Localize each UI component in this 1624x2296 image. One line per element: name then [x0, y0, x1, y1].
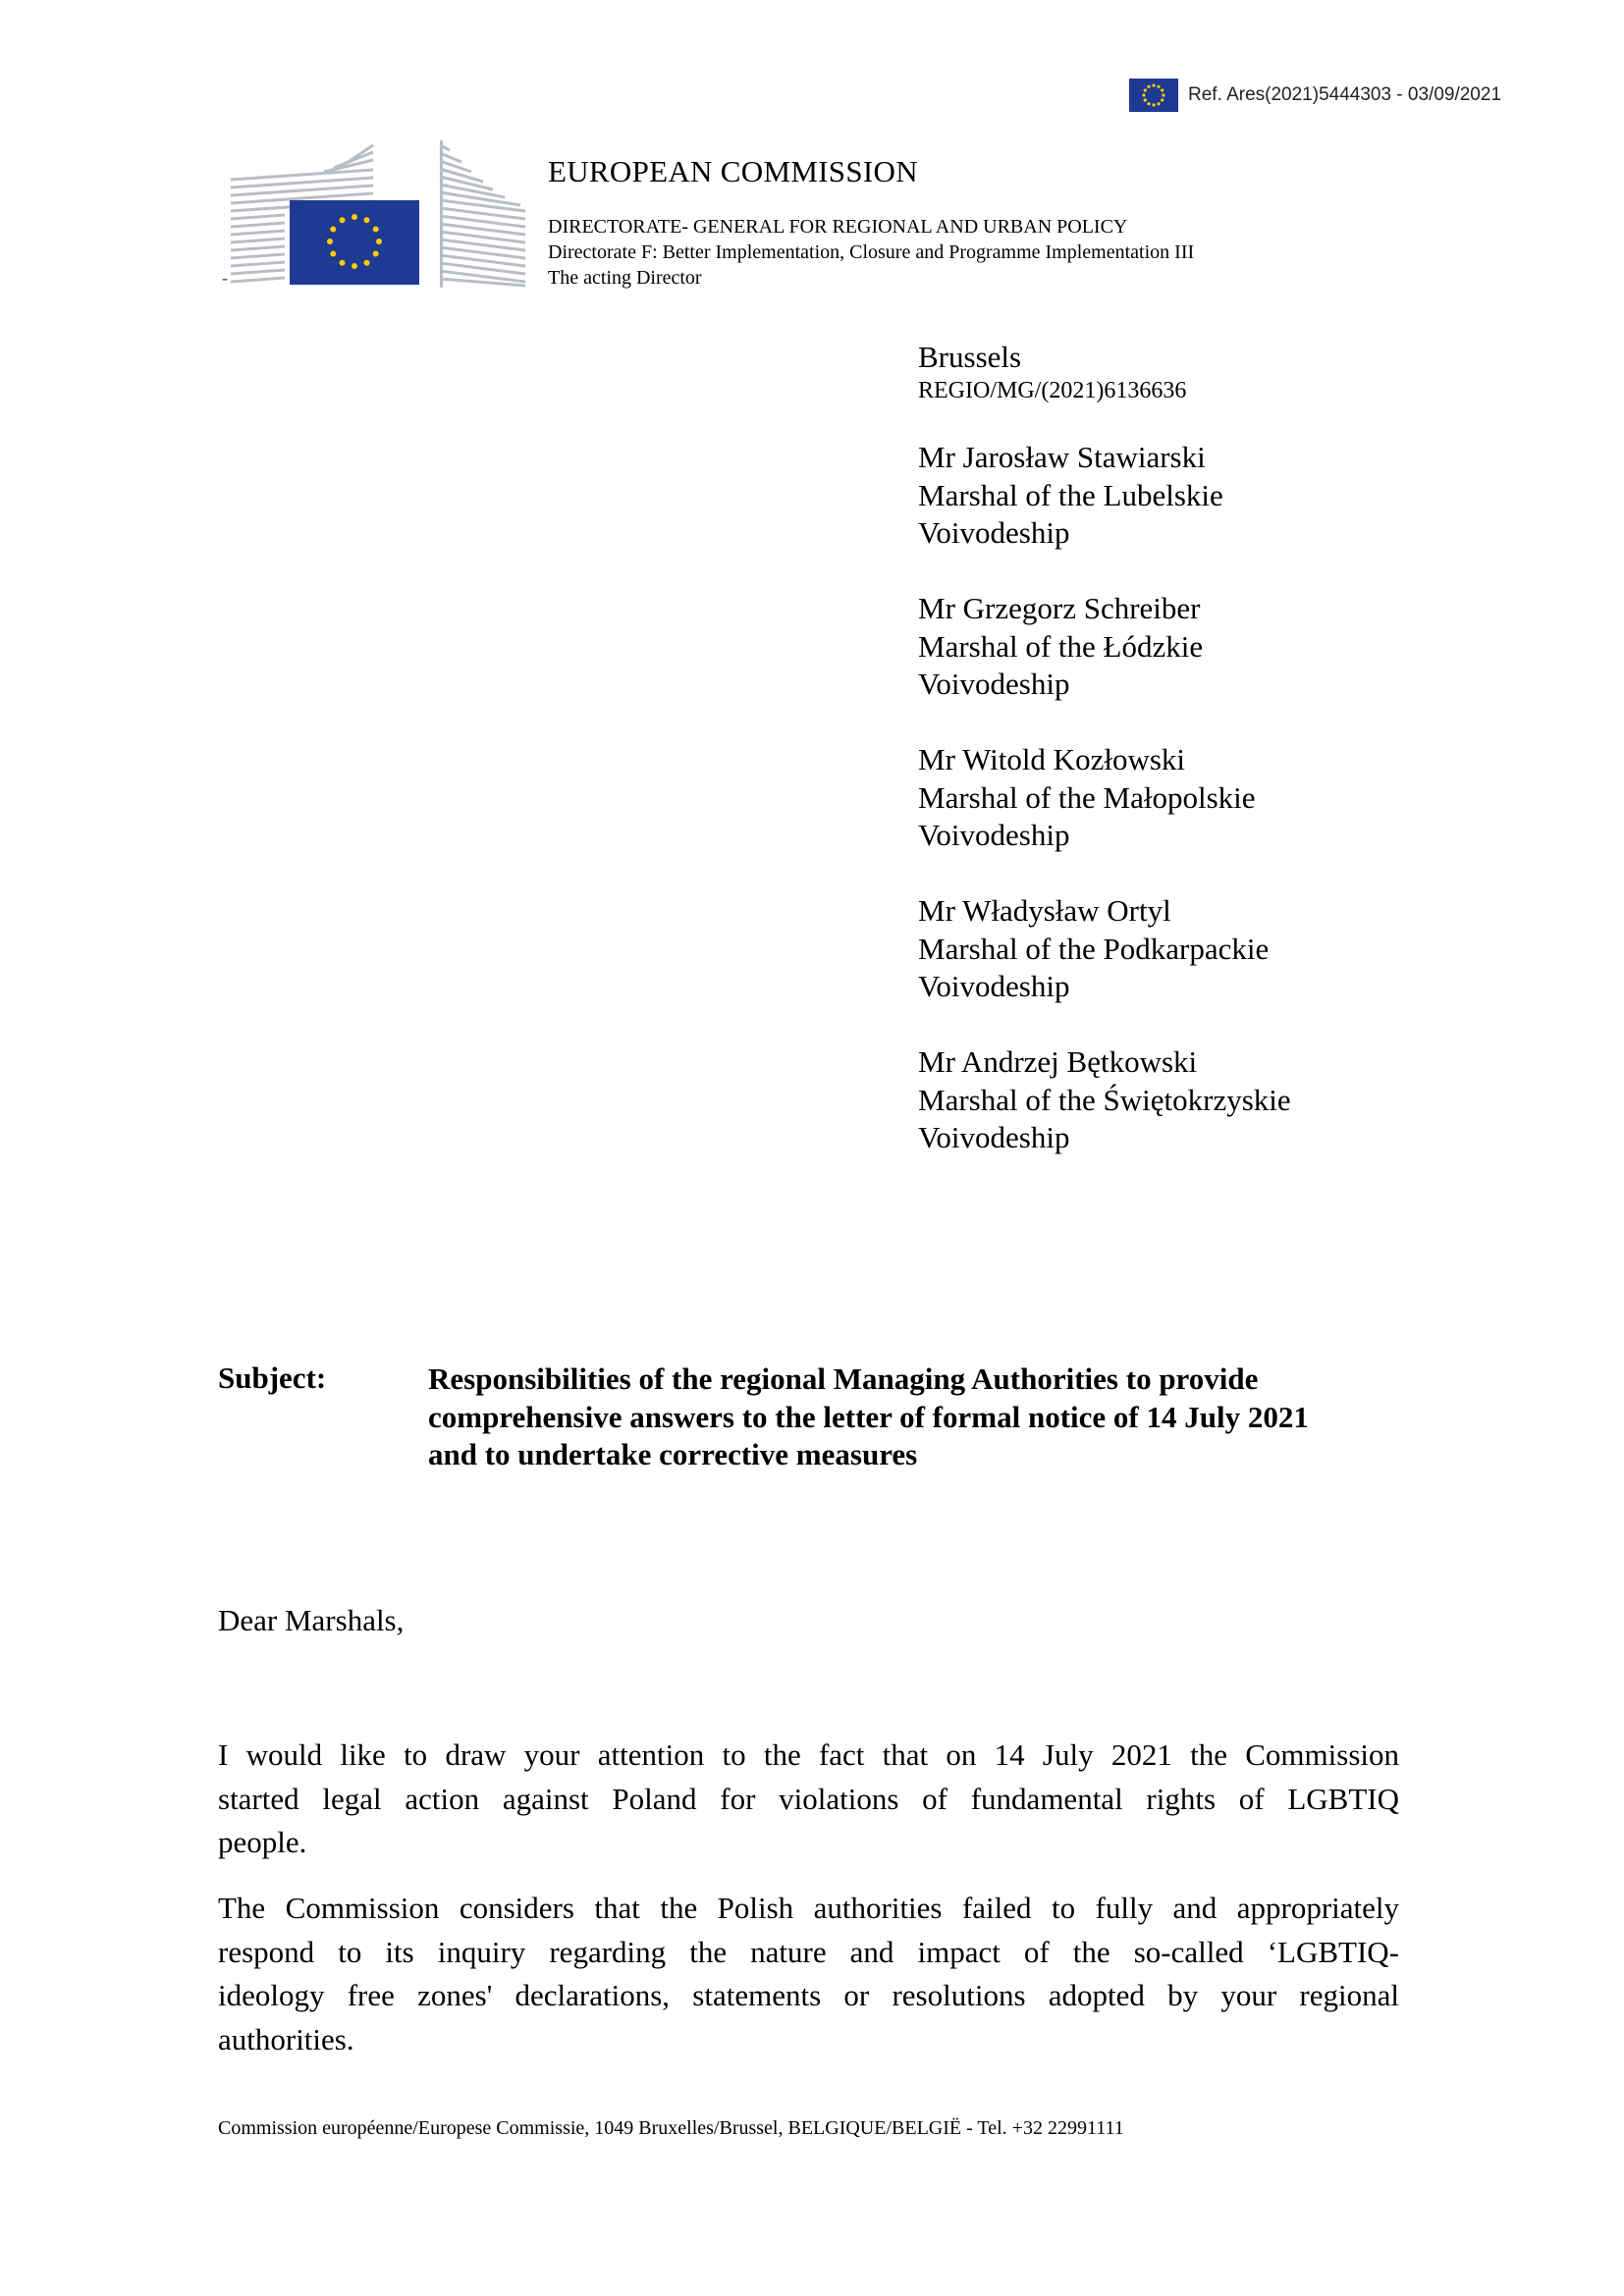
recipient-suffix: Voivodeship: [918, 667, 1070, 701]
paragraph-line: ideology free zones' declarations, statements or resolutions adopted by your regional: [218, 1978, 1399, 2012]
paragraph-line: started legal action against Poland for violations of fundamental rights of LGBTIQ: [218, 1781, 1399, 1816]
recipient-title: Marshal of the Łódzkie: [918, 628, 1204, 664]
paragraph-line: I would like to draw your attention to the fact that on 14 July 2021 the Commission: [218, 1737, 1399, 1772]
recipient: [918, 439, 1223, 553]
margin-dash: -: [222, 268, 228, 288]
paragraph-line: respond to its inquiry regarding the nature and impact of the so-called ‘LGBTIQ-: [218, 1934, 1399, 1969]
body-paragraph: [218, 1734, 1399, 1865]
paragraph-line: people.: [218, 1825, 307, 1859]
ares-reference: Ref. Ares(2021)5444303 - 03/09/2021: [1188, 84, 1502, 105]
recipient-suffix: Voivodeship: [918, 969, 1070, 1003]
paragraph-line: The Commission considers that the Polish authorities failed to fully and appropriately: [218, 1891, 1399, 1925]
organisation-name: EUROPEAN COMMISSION: [548, 154, 918, 188]
recipient-title: Marshal of the Podkarpackie: [918, 931, 1270, 966]
recipient: [918, 892, 1269, 1006]
recipient-name: Mr Jarosław Stawiarski: [918, 440, 1206, 474]
recipient-suffix: Voivodeship: [918, 818, 1070, 852]
subject-label: Subject:: [218, 1361, 327, 1395]
recipient-suffix: Voivodeship: [918, 1120, 1070, 1154]
recipient-title: Marshal of the Małopolskie: [918, 779, 1256, 815]
place: Brussels: [918, 340, 1022, 374]
directorate: Directorate F: Better Implementation, Closure and Programme Implementation III: [548, 241, 1195, 263]
subject-text: [428, 1361, 1410, 1474]
recipient-name: Mr Andrzej Bętkowski: [918, 1044, 1198, 1079]
directorate-general: DIRECTORATE- GENERAL FOR REGIONAL AND URBAN POLICY: [548, 216, 1128, 238]
reference-stamp: [1129, 79, 1501, 112]
recipient-name: Mr Witold Kozłowski: [918, 742, 1186, 776]
recipient: [918, 590, 1203, 704]
letter-reference: REGIO/MG/(2021)6136636: [918, 378, 1187, 403]
footer-address: Commission européenne/Europese Commissie, 1049 Bruxelles/Brussel, BELGIQUE/BELGIË - Tel. +32 22991111: [218, 2117, 1124, 2139]
body-paragraph: [218, 1887, 1399, 2061]
subject-line: and to undertake corrective measures: [428, 1437, 918, 1471]
recipient-title: Marshal of the Świętokrzyskie: [918, 1082, 1291, 1117]
recipient-name: Mr Władysław Ortyl: [918, 893, 1171, 928]
subject-line: comprehensive answers to the letter of formal notice of 14 July 2021: [428, 1399, 1309, 1434]
eu-flag-icon: [1129, 79, 1178, 112]
recipient: [918, 741, 1256, 855]
recipient-name: Mr Grzegorz Schreiber: [918, 591, 1201, 625]
subject-line: Responsibilities of the regional Managing Authorities to provide: [428, 1362, 1259, 1396]
recipient: [918, 1043, 1291, 1157]
salutation: Dear Marshals,: [218, 1603, 405, 1637]
signatory-role: The acting Director: [548, 267, 702, 289]
recipient-suffix: Voivodeship: [918, 515, 1070, 550]
paragraph-line: authorities.: [218, 2021, 354, 2056]
recipient-title: Marshal of the Lubelskie: [918, 477, 1223, 512]
european-commission-logo: [226, 140, 530, 288]
